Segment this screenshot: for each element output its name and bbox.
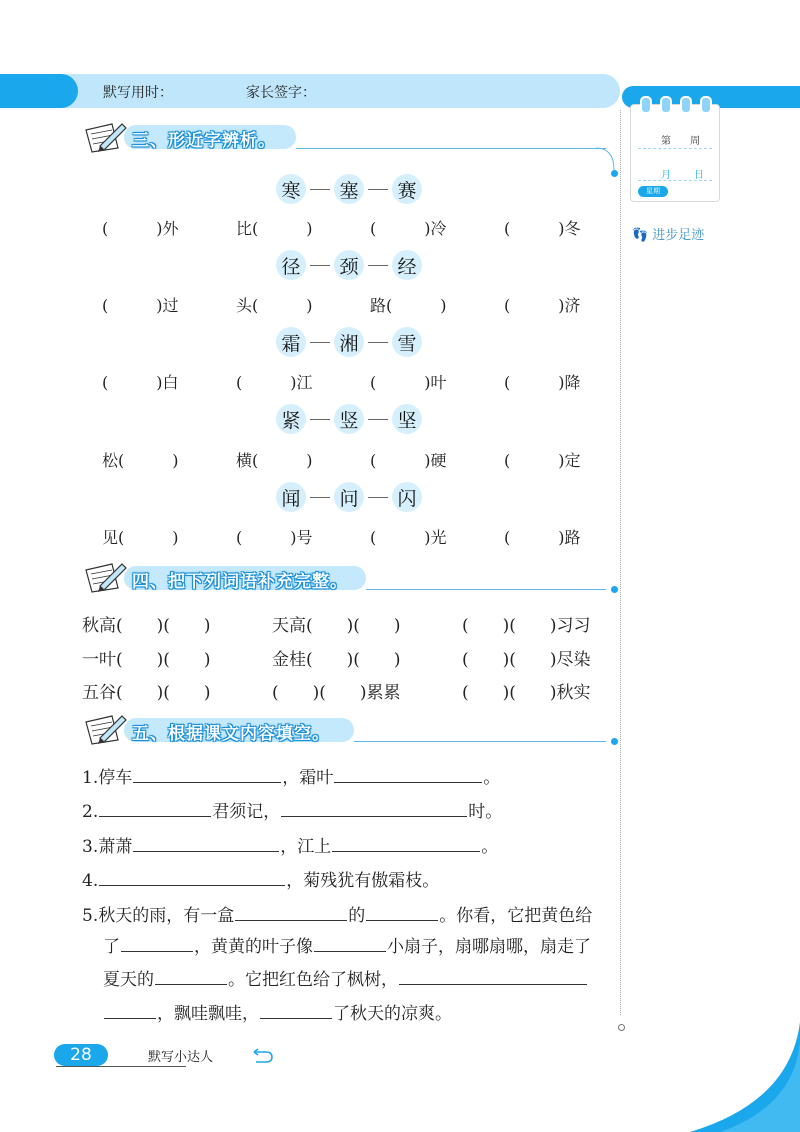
- calendar-ring-icon: [640, 96, 652, 114]
- idiom-item[interactable]: 一叶( )( ): [82, 650, 211, 670]
- char-bubble: 径: [276, 250, 306, 280]
- calendar-divider: [638, 148, 712, 149]
- section-underline: [366, 589, 606, 590]
- char-bubble: 寒: [276, 174, 306, 204]
- char-group: [276, 482, 422, 512]
- question-4: 4. ，菊残犹有傲霜枝。: [82, 871, 440, 891]
- char-bubble: 竖: [334, 404, 364, 434]
- section-underline: [296, 148, 606, 149]
- calendar-weekday-badge: 星期: [638, 186, 668, 197]
- calendar-divider: [638, 180, 712, 181]
- page-number: 28: [54, 1044, 108, 1066]
- pencil-paper-icon: [82, 560, 128, 594]
- fill-item[interactable]: ( )过: [102, 296, 179, 315]
- char-group: [276, 250, 422, 280]
- section-title: 五、根据课文内容填空。: [132, 724, 330, 744]
- margin-dot: [618, 1024, 625, 1031]
- footprints-icon: 👣: [632, 228, 649, 243]
- fill-item[interactable]: 比( ): [236, 219, 313, 238]
- parent-sign-label: 家长签字：: [246, 85, 316, 101]
- idiom-item[interactable]: ( )( )尽染: [462, 650, 591, 670]
- char-bubble: 坚: [392, 404, 422, 434]
- progress-label: 进步足迹: [652, 228, 705, 243]
- progress-footprints: [632, 224, 704, 243]
- answer-blank[interactable]: [99, 800, 211, 817]
- char-bubble: 颈: [334, 250, 364, 280]
- question-1: 1.停车 ，霜叶 。: [82, 768, 501, 788]
- fill-item[interactable]: ( )白: [102, 373, 179, 392]
- answer-blank[interactable]: [133, 766, 281, 783]
- fill-item[interactable]: ( )硬: [370, 451, 447, 470]
- idiom-item[interactable]: ( )( )累累: [272, 683, 401, 703]
- idiom-item[interactable]: 五谷( )( ): [82, 683, 211, 703]
- fill-item[interactable]: 松( ): [102, 451, 179, 470]
- fill-item[interactable]: ( )外: [102, 219, 179, 238]
- answer-blank[interactable]: [155, 968, 227, 985]
- answer-blank[interactable]: [332, 835, 480, 852]
- calendar-ring-icon: [680, 96, 692, 114]
- section-underline: [354, 741, 606, 742]
- idiom-item[interactable]: 金桂( )( ): [272, 650, 401, 670]
- answer-blank[interactable]: [121, 935, 193, 952]
- fill-item[interactable]: ( )冷: [370, 219, 447, 238]
- fill-item[interactable]: 路( ): [370, 296, 447, 315]
- char-bubble: 湘: [334, 327, 364, 357]
- fill-item[interactable]: 见( ): [102, 528, 179, 547]
- question-5-line-4: ，飘哇飘哇， 了秋天的凉爽。: [103, 999, 452, 1024]
- question-2: 2. 君须记， 时。: [82, 802, 503, 822]
- book-title: 默写小达人: [148, 1050, 214, 1065]
- calendar-month: 月: [661, 170, 671, 181]
- answer-blank[interactable]: [366, 904, 438, 921]
- pencil-paper-icon: [82, 120, 128, 154]
- question-5-line-2: 了 ，黄黄的叶子像 小扇子，扇哪扇哪，扇走了: [103, 937, 591, 957]
- char-bubble: 紧: [276, 404, 306, 434]
- question-3: 3.萧萧 ，江上 。: [82, 837, 499, 857]
- char-bubble: 雪: [392, 327, 422, 357]
- char-bubble: 赛: [392, 174, 422, 204]
- fill-item[interactable]: ( )号: [236, 528, 313, 547]
- char-group: [276, 327, 422, 357]
- char-group: [276, 174, 422, 204]
- calendar-ring-icon: [700, 96, 712, 114]
- fill-item[interactable]: ( )叶: [370, 373, 447, 392]
- answer-blank[interactable]: [104, 1002, 156, 1019]
- fill-item[interactable]: 头( ): [236, 296, 313, 315]
- fill-item[interactable]: ( )光: [370, 528, 447, 547]
- answer-blank[interactable]: [235, 904, 347, 921]
- idiom-item[interactable]: 秋高( )( ): [82, 616, 211, 636]
- margin-line: [620, 110, 621, 1015]
- section-dot: [611, 170, 618, 177]
- question-5-line-3: 夏天的 。它把红色给了枫树，: [103, 965, 588, 990]
- calendar-ring-icon: [660, 96, 672, 114]
- char-bubble: 闻: [276, 482, 306, 512]
- return-arrow-icon: [252, 1048, 274, 1064]
- answer-blank[interactable]: [399, 968, 587, 985]
- answer-blank[interactable]: [133, 835, 279, 852]
- pencil-paper-icon: [82, 712, 128, 746]
- answer-blank[interactable]: [334, 766, 482, 783]
- fill-item[interactable]: ( )江: [236, 373, 313, 392]
- footer-line: [56, 1066, 186, 1067]
- fill-item[interactable]: ( )降: [504, 373, 581, 392]
- section-dot: [611, 586, 618, 593]
- idiom-item[interactable]: ( )( )习习: [462, 616, 591, 636]
- calendar-day: 日: [694, 170, 704, 181]
- section-title: 三、形近字辨析。: [132, 131, 276, 151]
- char-bubble: 经: [392, 250, 422, 280]
- char-bubble: 塞: [334, 174, 364, 204]
- char-bubble: 闪: [392, 482, 422, 512]
- idiom-item[interactable]: ( )( )秋实: [462, 683, 591, 703]
- char-group: [276, 404, 422, 434]
- answer-blank[interactable]: [281, 800, 467, 817]
- question-5-line-1: 5.秋天的雨，有一盒 的 。你看，它把黄色给: [82, 906, 593, 926]
- answer-blank[interactable]: [99, 869, 285, 886]
- char-bubble: 问: [334, 482, 364, 512]
- answer-blank[interactable]: [314, 935, 386, 952]
- calendar-week-label: 第: [661, 136, 671, 147]
- fill-item[interactable]: ( )定: [504, 451, 581, 470]
- idiom-item[interactable]: 天高( )( ): [272, 616, 401, 636]
- fill-item[interactable]: ( )济: [504, 296, 581, 315]
- dictation-time-label: 默写用时：: [103, 85, 173, 101]
- page-corner-curl: [690, 1022, 800, 1132]
- calendar-week-unit: 周: [690, 136, 700, 147]
- section-title: 四、把下列词语补充完整。: [132, 572, 348, 592]
- section-dot: [611, 738, 618, 745]
- header-tab: [0, 74, 78, 108]
- fill-item[interactable]: ( )冬: [504, 219, 581, 238]
- fill-item[interactable]: ( )路: [504, 528, 581, 547]
- fill-item[interactable]: 横( ): [236, 451, 313, 470]
- char-bubble: 霜: [276, 327, 306, 357]
- answer-blank[interactable]: [260, 1002, 332, 1019]
